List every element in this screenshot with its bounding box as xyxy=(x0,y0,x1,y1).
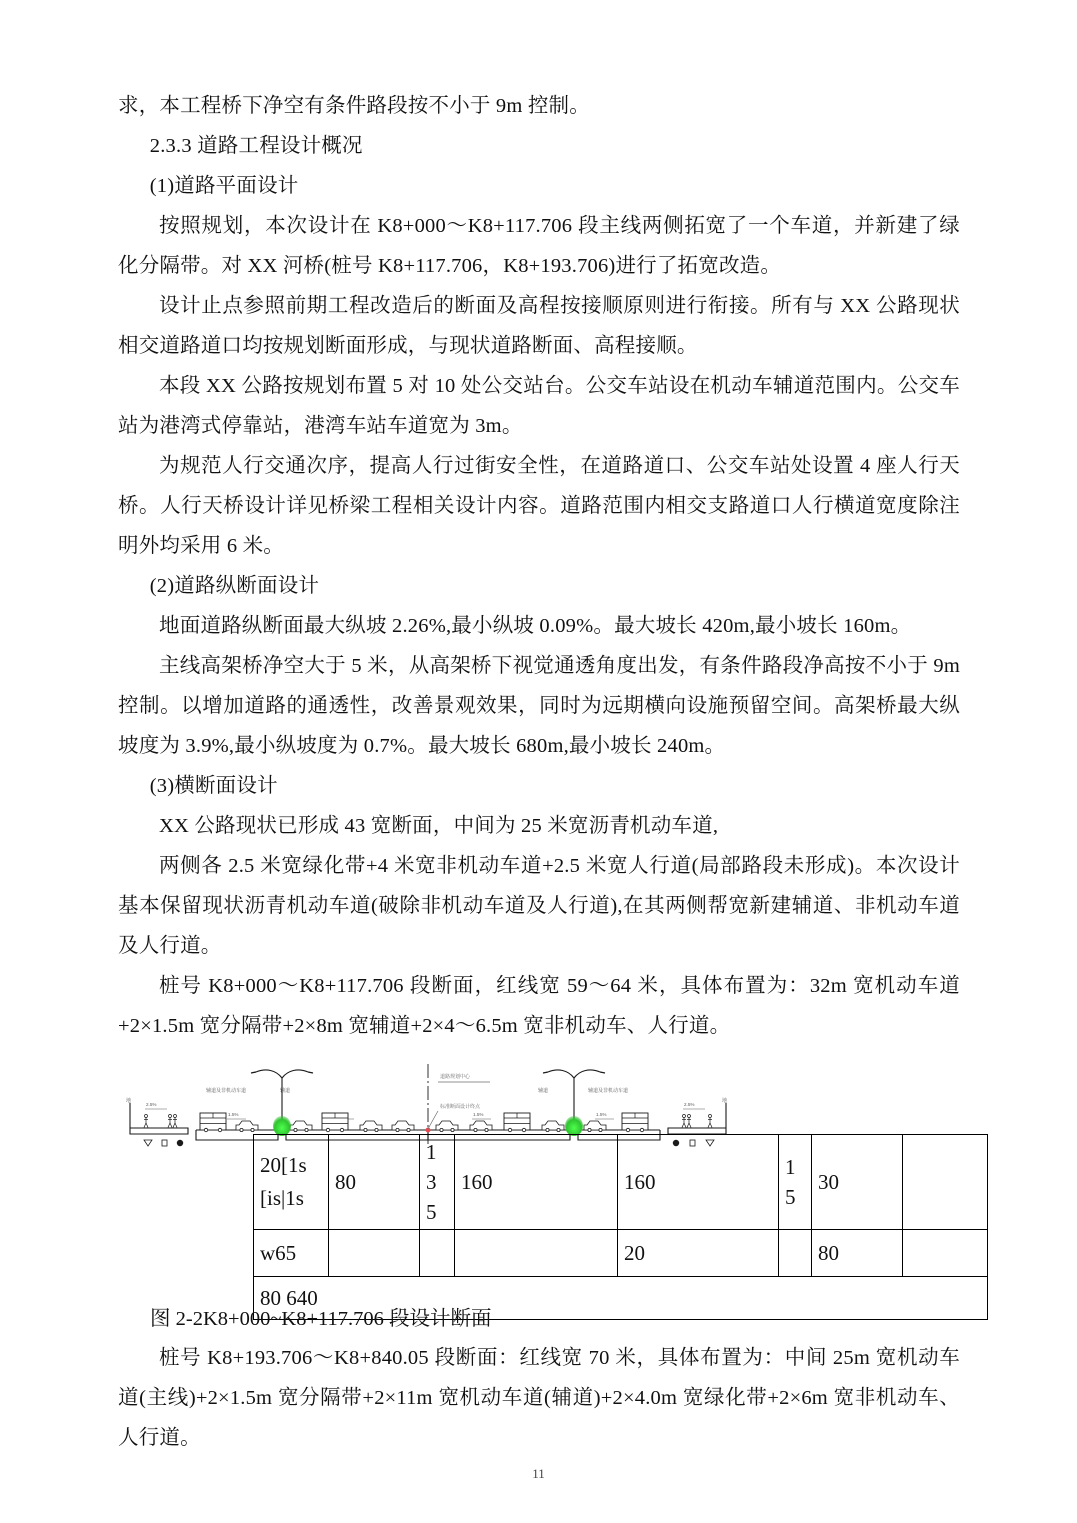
cell-r1c2: 80 xyxy=(329,1135,420,1230)
svg-text:地: 地 xyxy=(722,1098,728,1104)
cell-r1c1 xyxy=(254,1135,329,1230)
paragraph-section-4: 桩号 K8+193.706～K8+840.05 段断面：红线宽 70 米，具体布置为：中间 25m 宽机动车道(主线)+2×1.5m 宽分隔带+2×11m 宽机动车道(辅道)+2×4.0m 宽绿化带+2×6m 宽非机动车、人行道。 xyxy=(118,1347,960,1449)
paragraph-section-2: 两侧各 2.5 米宽绿化带+4 米宽非机动车道+2.5 米宽人行道(局部路段未形成)。本次设计基本保留现状沥青机动车道(破除非机动车道及人行道),在其两侧帮宽新建辅道、非机动车道及人行道。 xyxy=(118,855,960,957)
cell-r2c6 xyxy=(779,1230,812,1277)
svg-text:1.5%: 1.5% xyxy=(596,1112,607,1117)
cell-r2c4 xyxy=(455,1230,618,1277)
cell-r1c7: 30 xyxy=(812,1135,903,1230)
median-tree-left xyxy=(273,1116,291,1136)
svg-text:1.5%: 1.5% xyxy=(228,1112,239,1117)
cell-r1c4: 160 xyxy=(455,1135,618,1230)
figure-caption: 图 2-2K8+000~K8+117.706 段设计断面 xyxy=(150,1308,492,1330)
cell-r2c3 xyxy=(420,1230,455,1277)
heading-2-3-3: 2.3.3 道路工程设计概况 xyxy=(149,135,363,157)
subheading-2: (2)道路纵断面设计 xyxy=(149,575,320,597)
cell-r1c3-clipped: 1 3 5 xyxy=(426,1140,437,1224)
cell-r2c1: w65 xyxy=(254,1230,329,1277)
centerline-label xyxy=(438,1073,490,1082)
paragraph-profile-1: 地面道路纵断面最大纵坡 2.26%,最小纵坡 0.09%。最大坡长 420m,最小坡长 160m。 xyxy=(159,615,912,637)
vehicles-right xyxy=(436,1113,648,1132)
lane-labels xyxy=(206,1087,628,1094)
svg-text:标准断面设计终点: 标准断面设计终点 xyxy=(440,1104,481,1110)
sidewalk-symbols-left xyxy=(144,1140,183,1146)
cell-r2c5: 20 xyxy=(618,1230,779,1277)
svg-text:辅道: 辅道 xyxy=(280,1088,291,1094)
table-row xyxy=(254,1135,988,1230)
cell-r2c7: 80 xyxy=(812,1230,903,1277)
paragraph-section-1: XX 公路现状已形成 43 宽断面，中间为 25 米宽沥青机动车道, xyxy=(159,815,719,837)
paragraph-plan-3: 本段 XX 公路按规划布置 5 对 10 处公交站台。公交车站设在机动车辅道范围内。公交车站为港湾式停靠站，港湾车站车道宽为 3m。 xyxy=(118,375,960,437)
paragraph-plan-4: 为规范人行交通次序，提高人行过街安全性，在道路道口、公交车站处设置 4 座人行天桥。人行天桥设计详见桥梁工程相关设计内容。道路范围内相交支路道口人行横道宽度除注明外均采用 6 米。 xyxy=(118,455,960,557)
svg-text:辅道及非机动车道: 辅道及非机动车道 xyxy=(588,1088,629,1094)
cell-r1c8 xyxy=(903,1135,988,1230)
cell-r1c3 xyxy=(420,1135,455,1230)
page-number: 11 xyxy=(532,1466,545,1481)
paragraph-profile-2: 主线高架桥净空大于 5 米，从高架桥下视觉通透角度出发，有条件路段净高按不小于 9m 控制。以增加道路的通透性，改善景观效果，同时为远期横向设施预留空间。高架桥最大纵坡度为 3.9%,最小纵坡度为 0.7%。最大坡长 680m,最小坡长 240m。 xyxy=(118,655,960,757)
cross-section-dimension-table xyxy=(253,1134,988,1320)
cell-r1c6 xyxy=(779,1135,812,1230)
slope-dimension-labels xyxy=(145,1102,705,1119)
svg-text:2.5%: 2.5% xyxy=(146,1102,157,1107)
cell-r1c1-line2: [is|1s xyxy=(260,1186,304,1210)
cell-r1c1-line1: 20[1s xyxy=(260,1153,307,1177)
edge-markers xyxy=(126,1097,727,1104)
paragraph-plan-2: 设计止点参照前期工程改造后的断面及高程按接顺原则进行衔接。所有与 XX 公路现状相交道路道口均按规划断面形成，与现状道路断面、高程接顺。 xyxy=(118,295,960,357)
cell-r2c2 xyxy=(329,1230,420,1277)
svg-text:道路规划中心: 道路规划中心 xyxy=(440,1074,471,1080)
paragraph-continued: 求，本工程桥下净空有条件路段按不小于 9m 控制。 xyxy=(118,95,590,117)
paragraph-plan-1: 按照规划，本次设计在 K8+000～K8+117.706 段主线两侧拓宽了一个车道，并新建了绿化分隔带。对 XX 河桥(桩号 K8+117.706，K8+193.706)进行了拓宽改造。 xyxy=(118,215,960,277)
table-row xyxy=(254,1230,988,1277)
cell-r3c1: 80 640 xyxy=(254,1277,988,1320)
svg-text:地: 地 xyxy=(126,1098,132,1104)
subheading-3: (3)横断面设计 xyxy=(149,775,278,797)
body-text-column-bottom xyxy=(118,1338,960,1458)
median-tree-right xyxy=(565,1116,583,1136)
svg-text:辅道: 辅道 xyxy=(538,1088,549,1094)
svg-text:1.5%: 1.5% xyxy=(473,1112,484,1117)
svg-text:2.5%: 2.5% xyxy=(684,1102,695,1107)
svg-text:辅道及非机动车道: 辅道及非机动车道 xyxy=(206,1088,247,1094)
body-text-column xyxy=(118,86,960,1178)
cell-r1c6-clipped: 1 5 xyxy=(785,1155,796,1209)
subheading-1: (1)道路平面设计 xyxy=(149,175,299,197)
paragraph-section-3: 桩号 K8+000～K8+117.706 段断面，红线宽 59～64 米，具体布置为：32m 宽机动车道+2×1.5m 宽分隔带+2×8m 宽辅道+2×4～6.5m 宽非机动车、人行道。 xyxy=(118,975,960,1037)
cell-r1c5: 160 xyxy=(618,1135,779,1230)
cell-r2c8 xyxy=(903,1230,988,1277)
